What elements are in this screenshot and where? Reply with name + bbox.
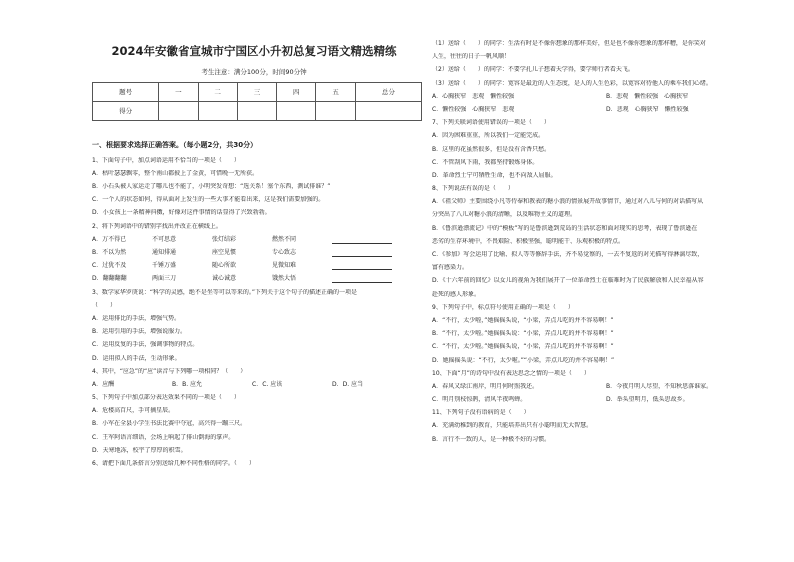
- score-entry[interactable]: [159, 102, 198, 121]
- option: D．悲观 心胸狭窄 懒性较强: [606, 105, 689, 113]
- score-cell: 题号: [93, 83, 159, 102]
- section-heading: 一、根据要求选择正确答案。（每小题2分，共30分）: [92, 141, 258, 150]
- option: D．运用拟人的手法，生动形象。: [92, 354, 181, 362]
- option: B．悲观 懒性较强 心胸狭窄: [606, 92, 689, 100]
- answer-blank[interactable]: [332, 275, 392, 283]
- option-row: [430, 106, 780, 119]
- word-row: [84, 249, 424, 262]
- question-stem: 7、下列关联词语使用错误的一项是（ ）: [432, 119, 550, 127]
- option: A．因为困难重重，所以我们一定能完成。: [432, 132, 545, 140]
- score-entry[interactable]: [237, 102, 276, 121]
- word: C．过犹不及: [92, 262, 127, 270]
- question-stem: 5、下列句子中加点部分表达效果不同的一项是（ ）: [92, 394, 240, 402]
- option: A．心胸狭窄 悲观 懒性较强: [432, 92, 515, 100]
- question-stem: 1、下面句子中，加点词语运用不恰当的一项是（ ）: [92, 156, 240, 164]
- word: B．不以为然: [92, 249, 127, 257]
- option: B．“不行，太少啦。”她摇摇头说：“小梁，弄点儿吃的并不容易啊！”: [432, 330, 614, 338]
- option: B．今夜月明人尽望，不知秋思落谁家。: [606, 382, 713, 390]
- answer-blank[interactable]: [332, 249, 392, 257]
- option: A．《祖父师》主要围绕小凡等侍奉和教表的糖小浪的情景展开故事情节，通过对八儿与何的对话描写从: [432, 198, 704, 206]
- exam-notice: 考生注意：满分100分，时间90分钟: [201, 67, 307, 76]
- word: 燃然不同: [272, 235, 297, 243]
- option: C．C. 应该: [252, 380, 283, 388]
- score-table: [92, 82, 422, 121]
- option: B．B. 应允: [172, 380, 203, 388]
- option: （1）送给（ ）的同学：生活有时是不像你想象的那样美好，但是也不像你想象的那样糟，是你笑对: [432, 40, 706, 47]
- option: （3）送给（ ）的同学：宽容是最近的人生态度，是人的人生色彩，以宽容对待他人的乘车我们心绪。: [432, 79, 712, 87]
- word-row: [84, 236, 424, 249]
- question-stem: 11、下列句子没有语病的是（ ）: [432, 409, 530, 417]
- option-cont: 赴死的感人形象。: [432, 290, 481, 298]
- option: A．充满幼稚到的教育，只能培养出只有小聪明而无大智慧。: [432, 422, 593, 430]
- answer-blank[interactable]: [332, 262, 392, 270]
- option-row: [430, 93, 780, 106]
- option: C．王军阿语言细语，会场上响起了排山倒海的掌声。: [92, 433, 235, 441]
- word: 座空见惯: [212, 249, 237, 257]
- option: A．春风又绿江南岸，明月何时照我还。: [432, 382, 539, 390]
- option: 人生，往往的日子一帆风顺！: [432, 53, 511, 61]
- score-entry[interactable]: [355, 102, 421, 121]
- left-column: [84, 0, 424, 473]
- option: A．枯叶瑟瑟飘零，整个南山都披上了金黄，可惜晚一无所获。: [92, 169, 259, 177]
- question-stem: 4、其中，“应急”的“应”读音与下列哪一项相同？（ ）: [92, 367, 247, 375]
- question-stem: 3、数学家华罗庚说：“科学的灵感，绝不是坐等可以等来的。”下列关于这个句子的描述正确的一项是: [92, 288, 358, 296]
- question-stem: 9、下列句子中，标点符号使用正确的一项是（ ）: [432, 303, 574, 311]
- word: A．万不得已: [92, 235, 127, 243]
- option: D．小女孩上一条精神抖擞，好像对这件事情的话显得了兴致勃勃。: [92, 209, 271, 217]
- question-stem: 6、请把下面几条搭言分别送给几种不同性格的同学。（ ）: [92, 460, 255, 468]
- score-entry[interactable]: [277, 102, 316, 121]
- option: C．“不行，太少啦。”她摇摇头说，“小梁，弄点儿吃的并不容易啊！”: [432, 343, 614, 351]
- score-entry[interactable]: [198, 102, 237, 121]
- score-cell: 二: [198, 83, 237, 102]
- word: 随心所欲: [212, 262, 237, 270]
- score-cell: 三: [237, 83, 276, 102]
- option: B．小军在全县小学生书法比赛中夺冠，高兴得一蹦三尺。: [92, 420, 247, 428]
- option: D．《十六年前的回忆》以女儿的视角为我们展开了一位革命烈士在临难时为了民族解放和人民幸福从容: [432, 277, 704, 285]
- option: C．运用反复的手法，强调事物的特点。: [92, 341, 199, 349]
- score-cell: 总分: [355, 83, 421, 102]
- option: A．运用排比的手法，增强气势。: [92, 314, 181, 322]
- page-title: 2024年安徽省宣城市宁国区小升初总复习语文精选精练: [111, 44, 397, 58]
- word: 千锤万盛: [152, 262, 177, 270]
- question-stem: 10、下面“月”的诗句中没有表达思念之情的一项是（ ）: [432, 369, 590, 377]
- option-row: [430, 383, 780, 396]
- word-row: [84, 275, 424, 288]
- option: B．《鲁滨逊漂流记》中的“模板”写的是鲁滨逊到荒岛的生活状态和面对现实的思考，表现了鲁滨逊在: [432, 224, 698, 232]
- score-cell: 五: [316, 83, 355, 102]
- word: 张灯结彩: [212, 235, 237, 243]
- score-entry[interactable]: [316, 102, 355, 121]
- option: A．应酬: [92, 380, 115, 388]
- right-column: [430, 40, 780, 449]
- word: 诚心诚意: [212, 275, 237, 283]
- option: C．明月别枝惊鹊，清风半夜鸣蝉。: [432, 396, 527, 404]
- score-table-score-row: [93, 102, 422, 121]
- option: D．D. 应当: [332, 380, 364, 388]
- option: D．天寒地冻，校宇了厚厚的积雪。: [92, 446, 187, 454]
- option-cont: 恶劣的生存环境中，不畏艰险、积极坚强，聪明能干、乐观积极的特点。: [432, 237, 625, 245]
- score-cell: 四: [277, 83, 316, 102]
- option: B．言行不一致的人，是一种极不好的习惯。: [432, 435, 551, 443]
- word: D．翻翻翻翻: [92, 275, 127, 283]
- option: D．举头望明月，低头思故乡。: [606, 396, 689, 404]
- question-stem: 2、将下列词语中的错别字找出并改正在横线上。: [92, 222, 222, 230]
- option: B．运用引用的手法，增强说服力。: [92, 328, 187, 336]
- option: C．不管刮风下雨，我都坚持锻炼身体。: [432, 158, 539, 166]
- option: （2）送给（ ）的同学：不要学扎儿子想着天学得，要学师行者看天飞。: [432, 66, 634, 74]
- answer-blank[interactable]: [332, 236, 392, 244]
- option: D．革命烈士宁可牺牲生命，也不向敌人屈服。: [432, 171, 557, 179]
- option: A．“不行，太少啦，”她摇摇头说，“小梁，弄点儿吃的并不容易啊！”: [432, 316, 614, 324]
- word: 专心致志: [272, 249, 297, 257]
- score-cell: 一: [159, 83, 198, 102]
- word: 通知排通: [152, 249, 177, 257]
- option-row: [430, 396, 780, 409]
- word-row: [84, 262, 424, 275]
- question-stem: 8、下列说法有误的是（ ）: [432, 185, 514, 193]
- option-cont: 分突出了八儿对糖小浪的清晰，以及唯物主义的道理。: [432, 211, 577, 219]
- word: 饿然大悟: [272, 275, 297, 283]
- option: C．一个人的状态如何，得从面对上发生的一些大事才能看出来，这是我们需要加强的。: [92, 196, 325, 204]
- word: 见微知难: [272, 262, 297, 270]
- word: 两面三刀: [152, 275, 177, 283]
- option: B．小石头被人家运走了哪儿也不能了，小明突发奇想：“选关系！塞个东西，测试排谁？”: [92, 183, 331, 191]
- score-table-header-row: [93, 83, 422, 102]
- answer-paren: （ ）: [92, 301, 117, 309]
- option: A．危楼高百尺，手可摘星辰。: [92, 407, 175, 415]
- score-label: 得分: [93, 102, 159, 121]
- option: D．她摇摇头说：“不行，太少啦。”“小梁，弄点儿吃的并不容易啊！”: [432, 356, 615, 364]
- option-cont: 富有感染力。: [432, 264, 469, 272]
- option: B．这里的花虽然很多，但是没有含香只愁。: [432, 145, 551, 153]
- option: C．懒性较强 心胸狭窄 悲观: [432, 105, 515, 113]
- option: C．《参加》写会运用了比喻、拟人等等修辞手法，齐不易觉察的，一去不复返的对光描写得淋漓尽致，: [432, 251, 704, 258]
- word: 不可思意: [152, 235, 177, 243]
- option-row: [84, 381, 424, 394]
